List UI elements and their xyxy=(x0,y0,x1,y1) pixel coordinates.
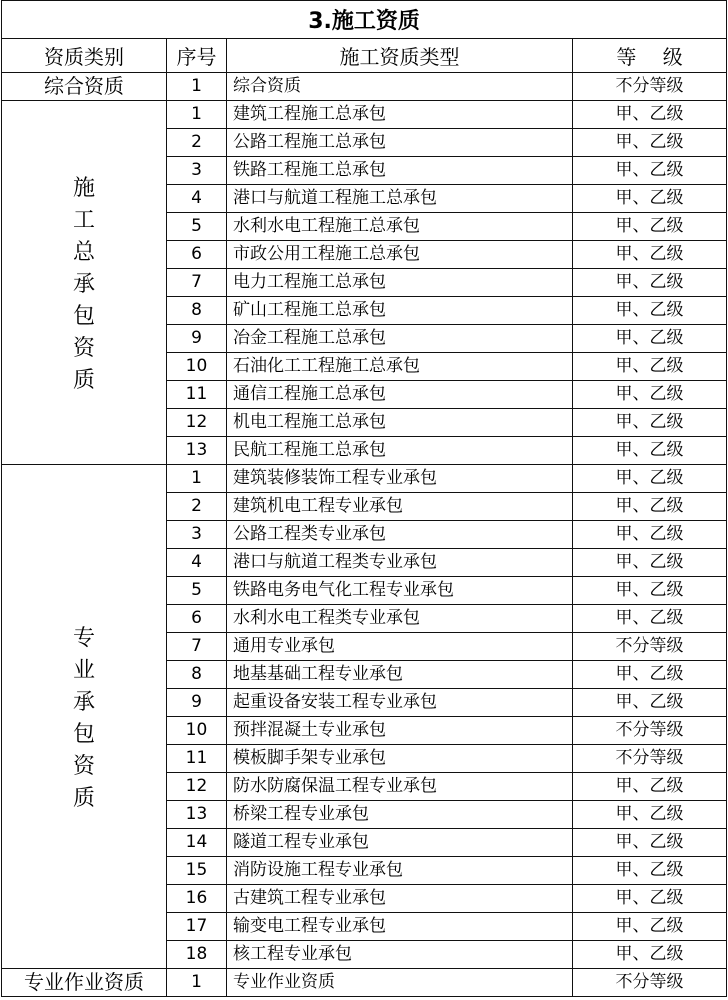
category-char: 资 xyxy=(72,753,95,779)
qualification-type: 建筑装修装饰工程专业承包 xyxy=(227,465,573,493)
category-char: 质 xyxy=(72,785,95,811)
qualification-grade: 甲、乙级 xyxy=(573,101,727,129)
row-number: 12 xyxy=(167,773,227,801)
qualification-grade: 不分等级 xyxy=(573,633,727,661)
qualification-grade: 甲、乙级 xyxy=(573,297,727,325)
qualification-type: 专业作业资质 xyxy=(227,969,573,997)
qualification-type: 铁路工程施工总承包 xyxy=(227,157,573,185)
row-number: 14 xyxy=(167,829,227,857)
row-number: 6 xyxy=(167,241,227,269)
category-char: 承 xyxy=(72,271,95,297)
row-number: 15 xyxy=(167,857,227,885)
category-char: 专 xyxy=(72,625,95,651)
qualification-type: 冶金工程施工总承包 xyxy=(227,325,573,353)
row-number: 7 xyxy=(167,633,227,661)
category-char: 总 xyxy=(72,239,95,265)
qualification-grade: 甲、乙级 xyxy=(573,801,727,829)
qualification-grade: 甲、乙级 xyxy=(573,129,727,157)
qualification-type: 水利水电工程类专业承包 xyxy=(227,605,573,633)
qualification-grade: 甲、乙级 xyxy=(573,269,727,297)
qualification-type: 公路工程施工总承包 xyxy=(227,129,573,157)
qualification-type: 通用专业承包 xyxy=(227,633,573,661)
category-cell: 综合资质 xyxy=(2,73,167,101)
row-number: 13 xyxy=(167,801,227,829)
row-number: 6 xyxy=(167,605,227,633)
row-number: 9 xyxy=(167,689,227,717)
row-number: 11 xyxy=(167,381,227,409)
qualification-type: 核工程专业承包 xyxy=(227,941,573,969)
row-number: 3 xyxy=(167,157,227,185)
table-row xyxy=(2,969,727,997)
qualification-grade: 甲、乙级 xyxy=(573,773,727,801)
row-number: 7 xyxy=(167,269,227,297)
category-char: 包 xyxy=(72,721,95,747)
category-cell xyxy=(2,465,167,969)
table-row xyxy=(2,101,727,129)
qualification-grade: 甲、乙级 xyxy=(573,241,727,269)
qualification-grade: 甲、乙级 xyxy=(573,185,727,213)
qualification-grade: 甲、乙级 xyxy=(573,493,727,521)
row-number: 12 xyxy=(167,409,227,437)
qualification-type: 电力工程施工总承包 xyxy=(227,269,573,297)
header-type: 施工资质类型 xyxy=(227,39,573,73)
qualification-grade: 甲、乙级 xyxy=(573,325,727,353)
qualification-type: 桥梁工程专业承包 xyxy=(227,801,573,829)
qualification-grade: 甲、乙级 xyxy=(573,857,727,885)
category-char: 质 xyxy=(72,367,95,393)
qualification-type: 输变电工程专业承包 xyxy=(227,913,573,941)
qualification-type: 石油化工工程施工总承包 xyxy=(227,353,573,381)
qualification-grade: 甲、乙级 xyxy=(573,353,727,381)
row-number: 13 xyxy=(167,437,227,465)
table-row xyxy=(2,73,727,101)
row-number: 5 xyxy=(167,577,227,605)
qualification-type: 建筑工程施工总承包 xyxy=(227,101,573,129)
category-char: 工 xyxy=(72,207,95,233)
row-number: 4 xyxy=(167,185,227,213)
qualification-type: 港口与航道工程施工总承包 xyxy=(227,185,573,213)
qualification-grade: 甲、乙级 xyxy=(573,885,727,913)
qualification-type: 港口与航道工程类专业承包 xyxy=(227,549,573,577)
row-number: 1 xyxy=(167,969,227,997)
qualification-type: 起重设备安装工程专业承包 xyxy=(227,689,573,717)
row-number: 17 xyxy=(167,913,227,941)
category-char: 包 xyxy=(72,303,95,329)
row-number: 18 xyxy=(167,941,227,969)
qualification-type: 地基基础工程专业承包 xyxy=(227,661,573,689)
qualification-type: 通信工程施工总承包 xyxy=(227,381,573,409)
table-body xyxy=(2,73,727,997)
qualification-type: 防水防腐保温工程专业承包 xyxy=(227,773,573,801)
header-row xyxy=(2,39,727,73)
row-number: 2 xyxy=(167,493,227,521)
table-title: 3.施工资质 xyxy=(2,1,727,39)
qualification-grade: 甲、乙级 xyxy=(573,689,727,717)
qualification-table xyxy=(1,0,727,997)
qualification-grade: 不分等级 xyxy=(573,745,727,773)
qualification-type: 建筑机电工程专业承包 xyxy=(227,493,573,521)
qualification-type: 综合资质 xyxy=(227,73,573,101)
row-number: 16 xyxy=(167,885,227,913)
qualification-grade: 甲、乙级 xyxy=(573,157,727,185)
qualification-grade: 甲、乙级 xyxy=(573,381,727,409)
qualification-type: 市政公用工程施工总承包 xyxy=(227,241,573,269)
qualification-grade: 甲、乙级 xyxy=(573,409,727,437)
qualification-grade: 甲、乙级 xyxy=(573,661,727,689)
category-char: 承 xyxy=(72,689,95,715)
table-row xyxy=(2,465,727,493)
qualification-type: 水利水电工程施工总承包 xyxy=(227,213,573,241)
qualification-grade: 不分等级 xyxy=(573,73,727,101)
qualification-type: 民航工程施工总承包 xyxy=(227,437,573,465)
qualification-type: 古建筑工程专业承包 xyxy=(227,885,573,913)
row-number: 11 xyxy=(167,745,227,773)
row-number: 1 xyxy=(167,73,227,101)
qualification-grade: 甲、乙级 xyxy=(573,465,727,493)
row-number: 9 xyxy=(167,325,227,353)
qualification-grade: 甲、乙级 xyxy=(573,213,727,241)
qualification-grade: 甲、乙级 xyxy=(573,829,727,857)
qualification-type: 机电工程施工总承包 xyxy=(227,409,573,437)
header-grade: 等 级 xyxy=(573,39,727,73)
category-cell xyxy=(2,101,167,465)
category-char: 业 xyxy=(72,657,95,683)
qualification-type: 预拌混凝土专业承包 xyxy=(227,717,573,745)
row-number: 4 xyxy=(167,549,227,577)
qualification-grade: 甲、乙级 xyxy=(573,549,727,577)
row-number: 1 xyxy=(167,465,227,493)
qualification-type: 铁路电务电气化工程专业承包 xyxy=(227,577,573,605)
qualification-grade: 不分等级 xyxy=(573,717,727,745)
qualification-type: 公路工程类专业承包 xyxy=(227,521,573,549)
row-number: 2 xyxy=(167,129,227,157)
row-number: 5 xyxy=(167,213,227,241)
row-number: 10 xyxy=(167,353,227,381)
qualification-grade: 甲、乙级 xyxy=(573,913,727,941)
qualification-type: 模板脚手架专业承包 xyxy=(227,745,573,773)
category-char: 资 xyxy=(72,335,95,361)
row-number: 3 xyxy=(167,521,227,549)
header-number: 序号 xyxy=(167,39,227,73)
row-number: 8 xyxy=(167,297,227,325)
qualification-grade: 甲、乙级 xyxy=(573,577,727,605)
row-number: 10 xyxy=(167,717,227,745)
qualification-grade: 不分等级 xyxy=(573,969,727,997)
qualification-type: 消防设施工程专业承包 xyxy=(227,857,573,885)
qualification-grade: 甲、乙级 xyxy=(573,605,727,633)
category-cell: 专业作业资质 xyxy=(2,969,167,997)
qualification-grade: 甲、乙级 xyxy=(573,941,727,969)
row-number: 1 xyxy=(167,101,227,129)
title-row xyxy=(2,1,727,39)
qualification-type: 矿山工程施工总承包 xyxy=(227,297,573,325)
qualification-grade: 甲、乙级 xyxy=(573,521,727,549)
qualification-type: 隧道工程专业承包 xyxy=(227,829,573,857)
category-char: 施 xyxy=(72,175,95,201)
row-number: 8 xyxy=(167,661,227,689)
qualification-grade: 甲、乙级 xyxy=(573,437,727,465)
header-category: 资质类别 xyxy=(2,39,167,73)
